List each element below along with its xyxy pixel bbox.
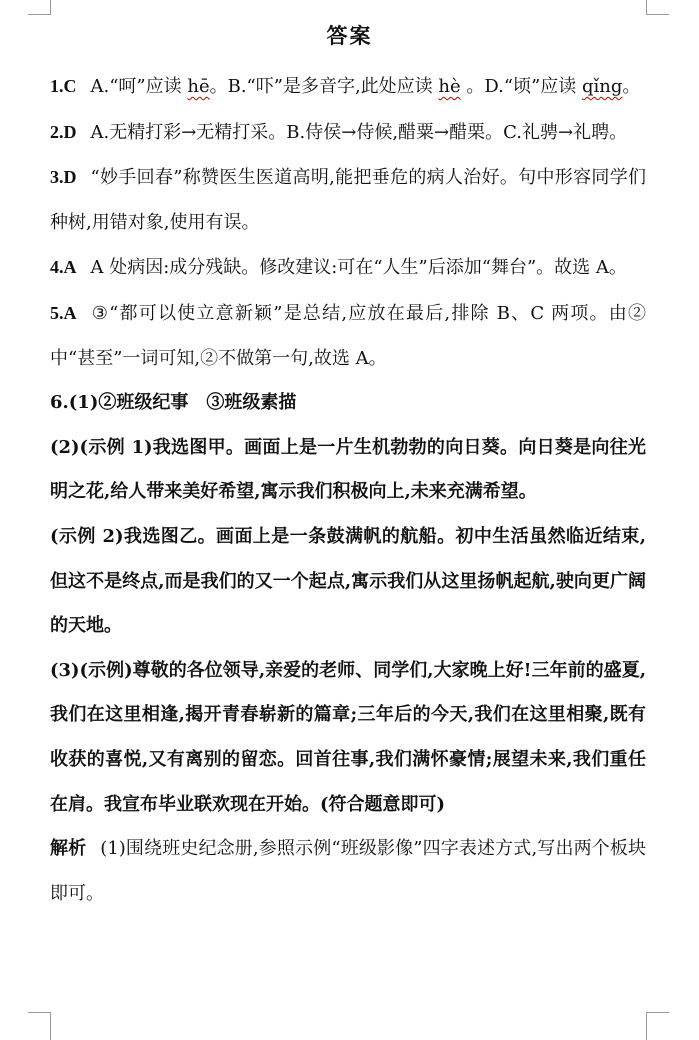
answer-1 — [50, 64, 646, 110]
answer-2 — [50, 110, 646, 156]
answer-6-part-2-example-2: (示例 2)我选图乙。画面上是一条鼓满帆的航船。初中生活虽然临近结束,但这不是终点,而是我们的又一个起点,寓示我们从这里扬帆起航,驶向更广阔的天地。 — [50, 525, 646, 637]
answer-6-part-3: (3)(示例)尊敬的各位领导,亲爱的老师、同学们,大家晚上好!三年前的盛夏,我们在这里相逢,揭开青春崭新的篇章;三年后的今天,我们在这里相聚,既有收获的喜悦,又有离别的留恋。回首往事,我们满怀豪情;展望未来,我们重任在肩。我宣布毕业联欢现在开始。(符合题意即可) — [50, 659, 646, 815]
answer-5-text: ③“都可以使立意新颖”是总结,应放在最后,排除 B、C 两项。由②中“甚至”一词可知,②不做第一句,故选 A。 — [50, 302, 646, 369]
answer-5 — [50, 291, 646, 381]
pinyin-qing3: qǐng — [582, 76, 623, 97]
answer-4 — [50, 245, 646, 291]
answer-4-text: A 处病因:成分残缺。修改建议:可在“人生”后添加“舞台”。故选 A。 — [90, 257, 627, 279]
crop-mark-bottom-left — [28, 1012, 51, 1040]
answer-6-part-2-example-1: (2)(示例 1)我选图甲。画面上是一片生机勃勃的向日葵。向日葵是向往光明之花,给人带来美好希望,寓示我们积极向上,未来充满希望。 — [50, 436, 646, 503]
answer-1-text-d: 。 — [622, 76, 641, 97]
answer-3-text: “妙手回春”称赞医生医道高明,能把垂危的病人治好。句中形容同学们种树,用错对象,使用有误。 — [50, 167, 646, 233]
answer-5-number: 5.A — [50, 302, 77, 323]
answer-1-text-a: A.“呵”应读 — [90, 76, 188, 97]
page-title: 答案 — [326, 23, 373, 48]
analysis-text: (1)围绕班史纪念册,参照示例“班级影像”四字表述方式,写出两个板块即可。 — [50, 838, 647, 904]
pinyin-he4: hè — [438, 76, 461, 97]
answer-4-number: 4.A — [50, 257, 77, 278]
answer-1-text-c: 。D.“顷”应读 — [460, 76, 583, 97]
analysis-label: 解析 — [50, 838, 87, 860]
answer-content — [50, 64, 646, 916]
answer-6-part-1: 6.(1)②班级纪事 ③班级素描 — [50, 392, 297, 414]
pinyin-he1: hē — [187, 76, 210, 97]
crop-mark-top-left — [28, 0, 51, 15]
answer-2-number: 2.D — [50, 121, 77, 142]
answer-3-number: 3.D — [50, 167, 77, 188]
answer-3 — [50, 155, 646, 245]
crop-mark-top-right — [646, 0, 669, 15]
answer-1-number: 1.C — [50, 76, 77, 96]
analysis — [50, 827, 646, 916]
answer-1-text-b: 。B.“吓”是多音字,此处应读 — [209, 76, 439, 97]
crop-mark-bottom-right — [646, 1012, 669, 1040]
answer-2-text: A.无精打彩→无精打采。B.侍侯→侍候,醋粟→醋栗。C.礼骋→礼聘。 — [90, 121, 628, 143]
